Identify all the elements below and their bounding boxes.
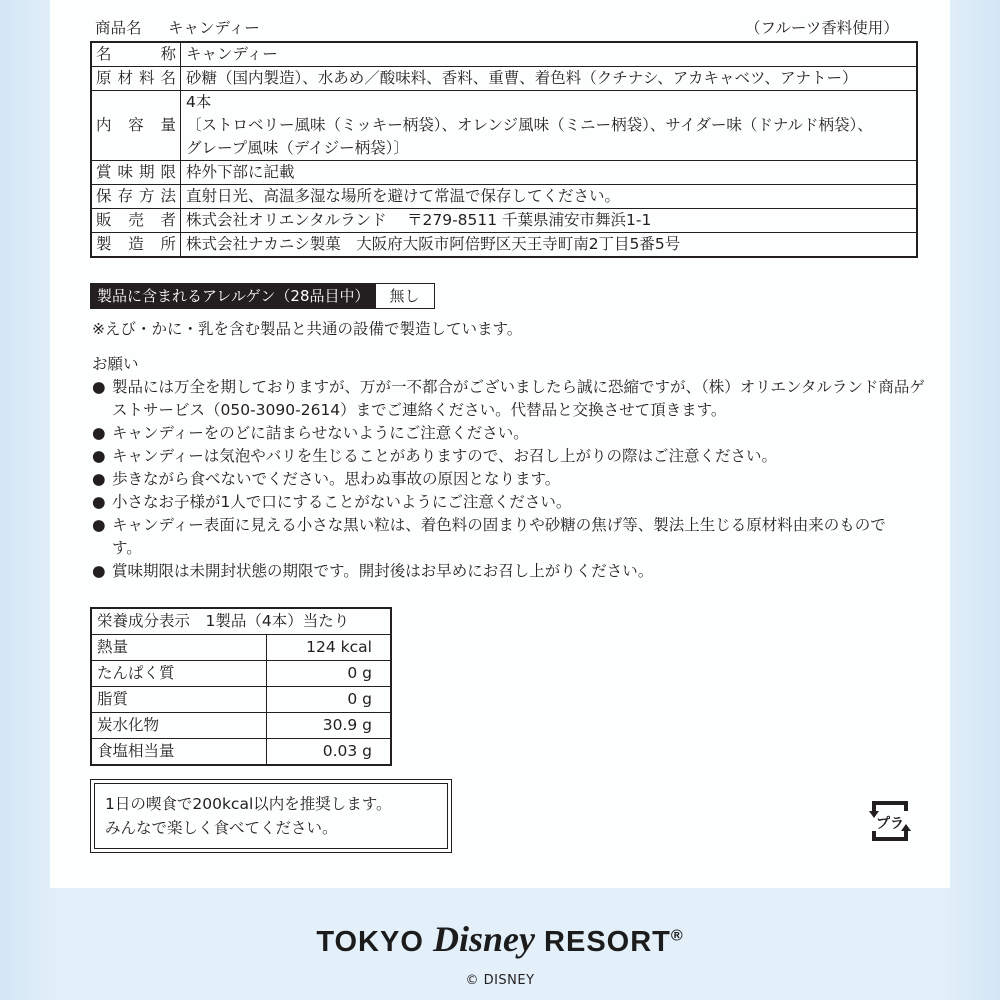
allergen-box (90, 283, 435, 309)
request-item: ● 製品には万全を期しておりますが、万が一不都合がございましたら誠に恐縮ですが、（株）オリエンタルランド商品ゲストサービス（050-3090-2614）までご連絡ください。代替品と交換させて頂きます。 (92, 376, 932, 422)
copyright: © DISNEY (465, 973, 535, 988)
recommendation-line: みんなで楽しく食べてください。 (105, 819, 338, 837)
shared-facility-note: ※えび・かに・乳を含む製品と共通の設備で製造しています。 (92, 320, 523, 338)
registered-mark: ® (670, 927, 684, 945)
request-item: ● キャンディーをのどに詰まらせないようにご注意ください。 (92, 422, 932, 445)
recommendation-inner (94, 783, 448, 849)
info-value: 株式会社ナカニシ製菓 大阪府大阪市阿倍野区天王寺町南2丁目5番5号 (181, 233, 918, 258)
nutrition-row (91, 687, 391, 713)
nutrient-name: 食塩相当量 (91, 739, 267, 766)
info-label: 製造所 (91, 233, 181, 258)
nutrition-row (91, 661, 391, 687)
nutrient-name: 炭水化物 (91, 713, 267, 739)
pla-recycle-icon (866, 797, 914, 845)
nutrient-value: 0 g (267, 661, 392, 687)
info-label: 販売者 (91, 209, 181, 233)
nutrient-value: 30.9 g (267, 713, 392, 739)
tokyo-disney-resort-logo (0, 918, 1000, 960)
nutrient-value: 0 g (267, 687, 392, 713)
nutrition-row (91, 635, 391, 661)
nutrition-header-row (91, 608, 391, 635)
logo-resort: RESORT (544, 926, 671, 958)
product-info-table (90, 41, 918, 258)
request-item: ● 歩きながら食べないでください。思わぬ事故の原因となります。 (92, 468, 932, 491)
requests-section (92, 353, 932, 583)
pla-text: プラ (876, 816, 904, 832)
recommendation-box (90, 779, 452, 853)
nutrient-value: 0.03 g (267, 739, 392, 766)
info-label: 内容量 (91, 91, 181, 161)
info-row (91, 91, 917, 161)
product-name-label: 商品名 (95, 19, 142, 37)
info-label: 賞味期限 (91, 161, 181, 185)
request-item: ● キャンディーは気泡やバリを生じることがありますので、お召し上がりの際はご注意ください。 (92, 445, 932, 468)
info-row (91, 185, 917, 209)
info-value: キャンディー (181, 42, 918, 67)
info-row (91, 161, 917, 185)
nutrient-name: 熱量 (91, 635, 267, 661)
flavor-note: （フルーツ香料使用） (745, 19, 899, 37)
nutrition-header: 栄養成分表示 1製品（4本）当たり (91, 608, 391, 635)
nutrition-row (91, 713, 391, 739)
info-row (91, 42, 917, 67)
product-name: キャンディー (168, 19, 260, 37)
info-row (91, 233, 917, 258)
info-label: 保存方法 (91, 185, 181, 209)
info-value: 4本 〔ストロベリー風味（ミッキー柄袋）、オレンジ風味（ミニー柄袋）、サイダー味（ドナルド柄袋）、 グレープ風味（デイジー柄袋）〕 (181, 91, 918, 161)
nutrition-table (90, 607, 392, 766)
requests-heading: お願い (92, 355, 139, 373)
info-value: 砂糖（国内製造）、水あめ／酸味料、香料、重曹、着色料（クチナシ、アカキャベツ、アナトー） (181, 67, 918, 91)
logo-disney: Disney (432, 919, 535, 959)
nutrient-value: 124 kcal (267, 635, 392, 661)
allergen-label: 製品に含まれるアレルゲン（28品目中） (91, 284, 376, 308)
nutrition-row (91, 739, 391, 766)
info-label: 名 称 (91, 42, 181, 67)
info-row (91, 67, 917, 91)
request-item: ● 小さなお子様が1人で口にすることがないようにご注意ください。 (92, 491, 932, 514)
request-item: ● キャンディー表面に見える小さな黒い粒は、着色料の固まりや砂糖の焦げ等、製法上生じる原材料由来のものです。 (92, 514, 912, 560)
info-label: 原材料名 (91, 67, 181, 91)
info-value: 枠外下部に記載 (181, 161, 918, 185)
allergen-value: 無し (389, 287, 420, 305)
logo-tokyo: TOKYO (316, 926, 424, 958)
nutrient-name: 脂質 (91, 687, 267, 713)
info-value: 直射日光、高温多湿な場所を避けて常温で保存してください。 (181, 185, 918, 209)
recommendation-line: 1日の喫食で200kcal以内を推奨します。 (105, 795, 392, 813)
info-value: 株式会社オリエンタルランド 〒279-8511 千葉県浦安市舞浜1-1 (181, 209, 918, 233)
info-row (91, 209, 917, 233)
request-item: ● 賞味期限は未開封状態の期限です。開封後はお早めにお召し上がりください。 (92, 560, 932, 583)
nutrient-name: たんぱく質 (91, 661, 267, 687)
